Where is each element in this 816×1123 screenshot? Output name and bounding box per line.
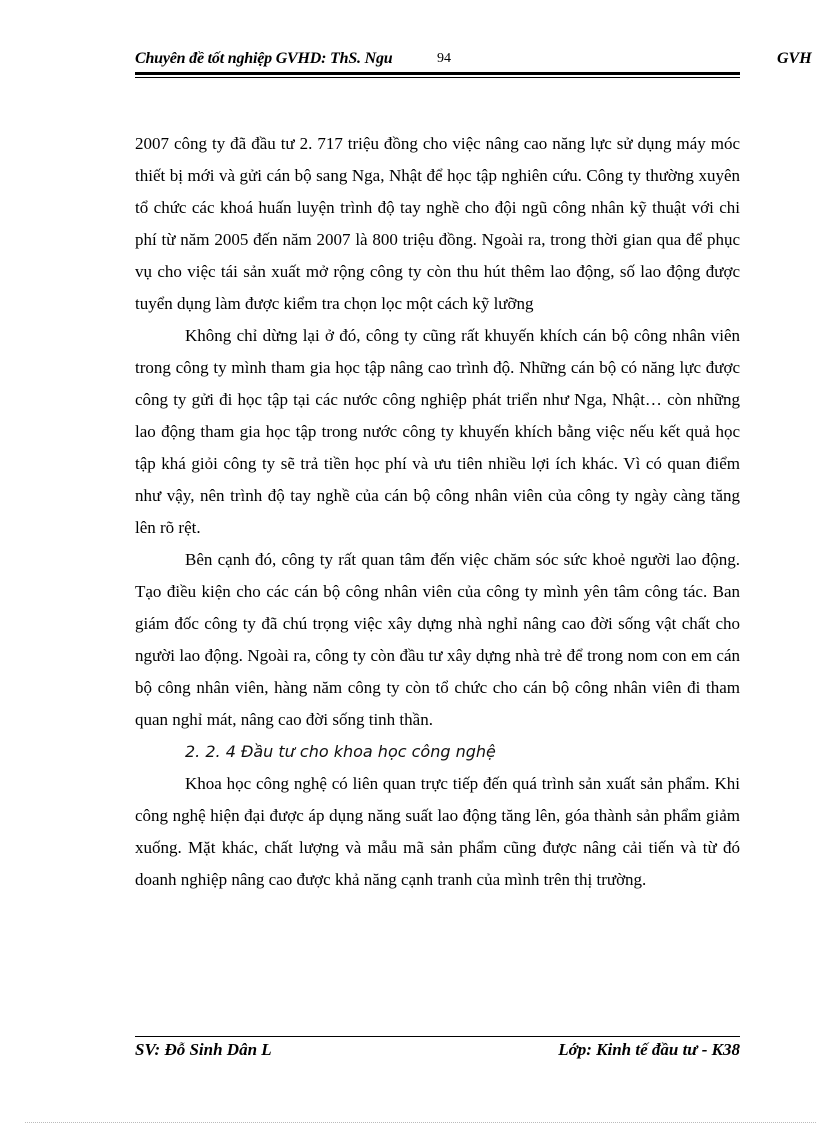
paragraph-1: 2007 công ty đã đầu tư 2. 717 triệu đồng cho việc nâng cao năng lực sử dụng máy móc thiết bị mới và gửi cán bộ sang Nga, Nhật để học tập nghiên cứu. Công ty thường xuyên tổ chức các khoá huấn luyện trình độ tay nghề cho đội ngũ công nhân kỹ thuật với chi phí từ năm 2005 đến năm 2007 là 800 triệu đồng. Ngoài ra, trong thời gian qua để phục vụ cho việc tái sản xuất mở rộng công ty còn thu hút thêm lao động, số lao động được tuyển dụng làm được kiểm tra chọn lọc một cách kỹ lưỡng	[135, 134, 740, 313]
footer-rule	[135, 1036, 740, 1037]
header-rule	[135, 72, 740, 75]
paragraph-2: Không chỉ dừng lại ở đó, công ty cũng rất khuyến khích cán bộ công nhân viên trong công ty mình tham gia học tập nâng cao trình độ. Những cán bộ có năng lực được công ty gửi đi học tập tại các nước công nghiệp phát triển như Nga, Nhật… còn những lao động tham gia học tập trong nước công ty khuyến khích bằng việc nếu kết quả học tập khá giỏi công ty sẽ trả tiền học phí và ưu tiên nhiều lợi ích khác. Vì có quan điểm như vậy, nên trình độ tay nghề của cán bộ công nhân viên của công ty ngày càng tăng lên rõ rệt.	[135, 326, 740, 537]
page-footer	[135, 1040, 740, 1064]
section-heading: 2. 2. 4 Đầu tư cho khoa học công nghệ	[185, 742, 496, 761]
header-right-text: GVH	[777, 50, 812, 67]
body-text	[135, 128, 740, 896]
footer-class: Lớp: Kinh tế đầu tư - K38	[558, 1040, 740, 1059]
page-header	[135, 50, 816, 74]
section-paragraph: Khoa học công nghệ có liên quan trực tiếp đến quá trình sản xuất sản phẩm. Khi công nghệ hiện đại được áp dụng năng suất lao động tăng lên, góa thành sản phẩm giảm xuống. Mặt khác, chất lượng và mẫu mã sản phẩm cũng được nâng cải tiến và từ đó doanh nghiệp nâng cao được khả năng cạnh tranh của mình trên thị trường.	[135, 774, 740, 889]
header-rule-thin	[135, 77, 740, 78]
paragraph-3: Bên cạnh đó, công ty rất quan tâm đến việc chăm sóc sức khoẻ người lao động. Tạo điều kiện cho các cán bộ công nhân viên của công ty mình yên tâm công tác. Ban giám đốc công ty đã chú trọng việc xây dựng nhà nghỉ nâng cao đời sống vật chất cho người lao động. Ngoài ra, công ty còn đầu tư xây dựng nhà trẻ để trong nom con em cán bộ công nhân viên, hàng năm công ty còn tổ chức cho cán bộ công nhân viên đi tham quan nghỉ mát, nâng cao đời sống tinh thần.	[135, 550, 740, 729]
header-title: Chuyên đề tốt nghiệp GVHD: ThS. Ngu	[135, 50, 393, 67]
page-number: 94	[437, 51, 451, 66]
footer-student: SV: Đỗ Sinh Dân L	[135, 1040, 272, 1059]
